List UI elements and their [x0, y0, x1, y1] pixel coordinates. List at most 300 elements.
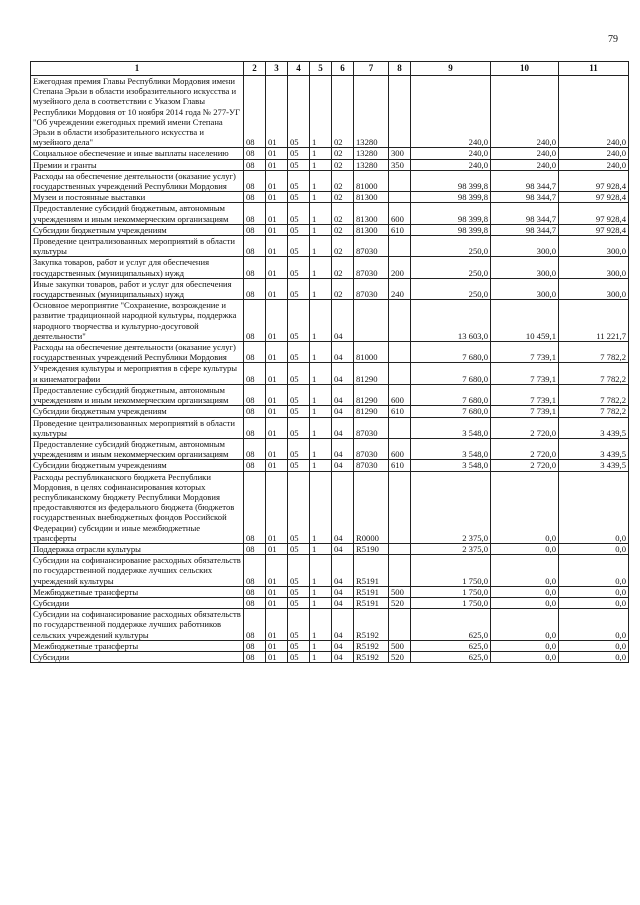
table-row [31, 471, 629, 543]
code-cell: 08 [244, 192, 266, 203]
code-cell [389, 555, 411, 587]
row-name-cell: Ежегодная премия Главы Республики Мордовия имени Степана Эрьзи в области изобразительного искусства и музейного дела в соответствии с Указом Главы Республики Мордовия от 10 ноября 2014 года № 277-УГ "Об учреждении ежегодных премий имени Степана Эрьзи в области изобразительного искусства и музейного дела" [31, 76, 244, 148]
amount-cell: 7 680,0 [411, 406, 491, 417]
code-cell: 08 [244, 342, 266, 363]
amount-cell: 240,0 [491, 148, 559, 159]
table-row [31, 159, 629, 170]
code-cell [389, 609, 411, 641]
code-cell: 04 [332, 640, 354, 651]
code-cell: R5191 [354, 586, 389, 597]
code-cell: 08 [244, 76, 266, 148]
code-cell: 13280 [354, 159, 389, 170]
code-cell: 08 [244, 640, 266, 651]
row-name-cell: Учреждения культуры и мероприятия в сфере культуры и кинематографии [31, 363, 244, 384]
amount-cell: 7 739,1 [491, 406, 559, 417]
col-header: 8 [389, 62, 411, 76]
code-cell: 08 [244, 257, 266, 278]
row-name-cell: Расходы на обеспечение деятельности (оказание услуг) государственных учреждений Республики Мордовия [31, 170, 244, 191]
amount-cell: 240,0 [411, 159, 491, 170]
table-row [31, 438, 629, 459]
code-cell: R5190 [354, 543, 389, 554]
code-cell: 05 [288, 586, 310, 597]
amount-cell: 13 603,0 [411, 300, 491, 342]
code-cell: 08 [244, 170, 266, 191]
table-row [31, 300, 629, 342]
code-cell: 81300 [354, 224, 389, 235]
code-cell: 05 [288, 597, 310, 608]
row-name-cell: Субсидии бюджетным учреждениям [31, 406, 244, 417]
code-cell: 87030 [354, 278, 389, 299]
code-cell: 01 [266, 159, 288, 170]
table-row [31, 76, 629, 148]
row-name-cell: Социальное обеспечение и иные выплаты населению [31, 148, 244, 159]
code-cell: 08 [244, 159, 266, 170]
code-cell: 08 [244, 586, 266, 597]
code-cell: 1 [310, 460, 332, 471]
col-header: 2 [244, 62, 266, 76]
amount-cell: 300,0 [559, 278, 629, 299]
amount-cell: 7 739,1 [491, 363, 559, 384]
table-row [31, 203, 629, 224]
amount-cell: 0,0 [559, 543, 629, 554]
code-cell: 05 [288, 192, 310, 203]
code-cell: 300 [389, 148, 411, 159]
code-cell: 01 [266, 342, 288, 363]
row-name-cell: Субсидии на софинансирование расходных обязательств по государственной поддержке лучших сельских учреждений культуры [31, 555, 244, 587]
code-cell: 04 [332, 363, 354, 384]
table-row [31, 384, 629, 405]
code-cell: 1 [310, 651, 332, 662]
code-cell: 05 [288, 555, 310, 587]
amount-cell: 7 739,1 [491, 342, 559, 363]
code-cell: 08 [244, 471, 266, 543]
code-cell: 1 [310, 363, 332, 384]
amount-cell: 98 399,8 [411, 224, 491, 235]
amount-cell: 300,0 [559, 257, 629, 278]
code-cell: 1 [310, 555, 332, 587]
amount-cell: 0,0 [491, 651, 559, 662]
amount-cell: 98 399,8 [411, 170, 491, 191]
table-row [31, 236, 629, 257]
code-cell: 87030 [354, 417, 389, 438]
amount-cell: 300,0 [491, 278, 559, 299]
amount-cell: 240,0 [491, 159, 559, 170]
amount-cell: 250,0 [411, 278, 491, 299]
row-name-cell: Субсидии [31, 597, 244, 608]
code-cell: R5192 [354, 640, 389, 651]
code-cell: 02 [332, 236, 354, 257]
row-name-cell: Расходы республиканского бюджета Республики Мордовия, в целях софинансирования которых республиканскому бюджету Республики Мордовия предоставляются из федерального бюджета (бюджетов государственных внебюджетных фондов Российской Федерации) субсидии и иные межбюджетные трансферты [31, 471, 244, 543]
amount-cell: 7 680,0 [411, 384, 491, 405]
table-row [31, 224, 629, 235]
code-cell: 01 [266, 192, 288, 203]
table-row [31, 363, 629, 384]
code-cell: 520 [389, 597, 411, 608]
amount-cell: 98 344,7 [491, 170, 559, 191]
amount-cell: 300,0 [559, 236, 629, 257]
amount-cell: 7 739,1 [491, 384, 559, 405]
code-cell: 1 [310, 586, 332, 597]
table-row [31, 555, 629, 587]
code-cell: 01 [266, 300, 288, 342]
code-cell: 1 [310, 76, 332, 148]
amount-cell: 7 680,0 [411, 342, 491, 363]
code-cell: 04 [332, 543, 354, 554]
code-cell: 05 [288, 224, 310, 235]
row-name-cell: Проведение централизованных мероприятий в области культуры [31, 417, 244, 438]
code-cell: 04 [332, 651, 354, 662]
amount-cell: 625,0 [411, 651, 491, 662]
code-cell: 05 [288, 609, 310, 641]
amount-cell: 7 680,0 [411, 363, 491, 384]
code-cell: 01 [266, 363, 288, 384]
code-cell: 08 [244, 438, 266, 459]
code-cell: 610 [389, 460, 411, 471]
code-cell [389, 543, 411, 554]
row-name-cell: Субсидии [31, 651, 244, 662]
col-header: 10 [491, 62, 559, 76]
code-cell: 350 [389, 159, 411, 170]
amount-cell: 7 782,2 [559, 406, 629, 417]
code-cell: 04 [332, 417, 354, 438]
code-cell: 05 [288, 76, 310, 148]
amount-cell: 97 928,4 [559, 203, 629, 224]
code-cell: 1 [310, 203, 332, 224]
code-cell: 05 [288, 460, 310, 471]
row-name-cell: Основное мероприятие "Сохранение, возрождение и развитие традиционной народной культуры, поддержка народного творчества и культурно-досуговой деятельности" [31, 300, 244, 342]
code-cell: 05 [288, 640, 310, 651]
col-header: 11 [559, 62, 629, 76]
row-name-cell: Музеи и постоянные выставки [31, 192, 244, 203]
code-cell: 04 [332, 384, 354, 405]
code-cell: R5192 [354, 651, 389, 662]
code-cell: 01 [266, 203, 288, 224]
amount-cell: 300,0 [491, 257, 559, 278]
amount-cell: 3 548,0 [411, 438, 491, 459]
code-cell: R5192 [354, 609, 389, 641]
table-row [31, 192, 629, 203]
col-header: 5 [310, 62, 332, 76]
amount-cell: 240,0 [411, 76, 491, 148]
code-cell: 02 [332, 192, 354, 203]
row-name-cell: Расходы на обеспечение деятельности (оказание услуг) государственных учреждений Республики Мордовия [31, 342, 244, 363]
amount-cell: 98 344,7 [491, 224, 559, 235]
row-name-cell: Премии и гранты [31, 159, 244, 170]
amount-cell: 3 548,0 [411, 460, 491, 471]
amount-cell: 300,0 [491, 236, 559, 257]
row-name-cell: Поддержка отрасли культуры [31, 543, 244, 554]
table-row [31, 417, 629, 438]
code-cell [389, 417, 411, 438]
amount-cell: 0,0 [491, 640, 559, 651]
col-header: 9 [411, 62, 491, 76]
code-cell [354, 300, 389, 342]
code-cell: 02 [332, 170, 354, 191]
row-name-cell: Проведение централизованных мероприятий в области культуры [31, 236, 244, 257]
code-cell: 600 [389, 438, 411, 459]
code-cell: 01 [266, 170, 288, 191]
amount-cell: 240,0 [559, 76, 629, 148]
code-cell: 02 [332, 203, 354, 224]
amount-cell: 97 928,4 [559, 192, 629, 203]
amount-cell: 0,0 [491, 543, 559, 554]
code-cell: 600 [389, 384, 411, 405]
amount-cell: 0,0 [491, 609, 559, 641]
code-cell: 08 [244, 148, 266, 159]
code-cell: 05 [288, 406, 310, 417]
row-name-cell: Субсидии на софинансирование расходных обязательств по государственной поддержке лучших работников сельских учреждений культуры [31, 609, 244, 641]
amount-cell: 3 439,5 [559, 417, 629, 438]
code-cell: 1 [310, 170, 332, 191]
code-cell: 01 [266, 148, 288, 159]
amount-cell: 0,0 [491, 555, 559, 587]
code-cell: 01 [266, 555, 288, 587]
col-header: 6 [332, 62, 354, 76]
table-row [31, 406, 629, 417]
code-cell: 08 [244, 555, 266, 587]
header-row [31, 62, 629, 76]
code-cell: 610 [389, 224, 411, 235]
row-name-cell: Иные закупки товаров, работ и услуг для обеспечения государственных (муниципальных) нужд [31, 278, 244, 299]
code-cell: 08 [244, 363, 266, 384]
code-cell: 08 [244, 417, 266, 438]
code-cell: 13280 [354, 76, 389, 148]
table-row [31, 170, 629, 191]
code-cell: 87030 [354, 257, 389, 278]
code-cell: 81000 [354, 170, 389, 191]
code-cell: 01 [266, 224, 288, 235]
amount-cell: 3 439,5 [559, 460, 629, 471]
code-cell: 1 [310, 224, 332, 235]
code-cell [389, 192, 411, 203]
code-cell: 08 [244, 224, 266, 235]
table-row [31, 543, 629, 554]
amount-cell: 0,0 [559, 586, 629, 597]
table-row [31, 597, 629, 608]
code-cell: 01 [266, 543, 288, 554]
row-name-cell: Межбюджетные трансферты [31, 640, 244, 651]
code-cell: 500 [389, 640, 411, 651]
code-cell: 05 [288, 363, 310, 384]
code-cell: 08 [244, 609, 266, 641]
code-cell: 610 [389, 406, 411, 417]
amount-cell: 0,0 [559, 640, 629, 651]
row-name-cell: Предоставление субсидий бюджетным, автономным учреждениям и иным некоммерческим организациям [31, 438, 244, 459]
code-cell: 08 [244, 384, 266, 405]
code-cell: 01 [266, 640, 288, 651]
amount-cell: 0,0 [559, 555, 629, 587]
page-number: 79 [608, 34, 618, 45]
code-cell: 1 [310, 384, 332, 405]
code-cell [389, 342, 411, 363]
code-cell: 08 [244, 543, 266, 554]
code-cell: 04 [332, 586, 354, 597]
table-row [31, 640, 629, 651]
code-cell: 01 [266, 406, 288, 417]
code-cell [389, 300, 411, 342]
table-row [31, 342, 629, 363]
code-cell: 01 [266, 586, 288, 597]
code-cell: 01 [266, 278, 288, 299]
table-row [31, 586, 629, 597]
row-name-cell: Предоставление субсидий бюджетным, автономным учреждениям и иным некоммерческим организациям [31, 203, 244, 224]
code-cell: 1 [310, 543, 332, 554]
code-cell: 81300 [354, 203, 389, 224]
code-cell: 13280 [354, 148, 389, 159]
row-name-cell: Субсидии бюджетным учреждениям [31, 460, 244, 471]
code-cell: 05 [288, 342, 310, 363]
code-cell: 05 [288, 278, 310, 299]
amount-cell: 97 928,4 [559, 224, 629, 235]
row-name-cell: Предоставление субсидий бюджетным, автономным учреждениям и иным некоммерческим организациям [31, 384, 244, 405]
table-row [31, 651, 629, 662]
code-cell: 08 [244, 300, 266, 342]
code-cell: 1 [310, 342, 332, 363]
amount-cell: 2 720,0 [491, 438, 559, 459]
code-cell: 1 [310, 597, 332, 608]
amount-cell: 2 375,0 [411, 543, 491, 554]
code-cell: 04 [332, 406, 354, 417]
code-cell: 240 [389, 278, 411, 299]
code-cell [389, 236, 411, 257]
code-cell: 02 [332, 224, 354, 235]
amount-cell: 0,0 [559, 651, 629, 662]
col-header: 3 [266, 62, 288, 76]
code-cell: 02 [332, 278, 354, 299]
code-cell: 87030 [354, 236, 389, 257]
amount-cell: 240,0 [491, 76, 559, 148]
amount-cell: 7 782,2 [559, 342, 629, 363]
row-name-cell: Межбюджетные трансферты [31, 586, 244, 597]
code-cell: 500 [389, 586, 411, 597]
code-cell: 200 [389, 257, 411, 278]
amount-cell: 1 750,0 [411, 586, 491, 597]
amount-cell: 0,0 [491, 586, 559, 597]
code-cell: 1 [310, 300, 332, 342]
code-cell: 81300 [354, 192, 389, 203]
code-cell: 04 [332, 609, 354, 641]
code-cell: 05 [288, 170, 310, 191]
code-cell: 1 [310, 148, 332, 159]
code-cell: 08 [244, 236, 266, 257]
code-cell: 05 [288, 257, 310, 278]
code-cell: 01 [266, 597, 288, 608]
code-cell: 08 [244, 203, 266, 224]
code-cell: 81290 [354, 384, 389, 405]
code-cell: 1 [310, 159, 332, 170]
code-cell: 05 [288, 236, 310, 257]
code-cell: 05 [288, 471, 310, 543]
code-cell: 87030 [354, 438, 389, 459]
amount-cell: 98 344,7 [491, 192, 559, 203]
table-row [31, 278, 629, 299]
code-cell: 81290 [354, 406, 389, 417]
code-cell: 05 [288, 159, 310, 170]
amount-cell: 98 344,7 [491, 203, 559, 224]
code-cell: 05 [288, 300, 310, 342]
code-cell: 81290 [354, 363, 389, 384]
code-cell: 01 [266, 471, 288, 543]
code-cell: 05 [288, 384, 310, 405]
amount-cell: 2 375,0 [411, 471, 491, 543]
amount-cell: 2 720,0 [491, 417, 559, 438]
code-cell [389, 363, 411, 384]
code-cell: 01 [266, 76, 288, 148]
code-cell: 1 [310, 278, 332, 299]
amount-cell: 0,0 [559, 471, 629, 543]
col-header: 1 [31, 62, 244, 76]
code-cell: 1 [310, 417, 332, 438]
code-cell: 01 [266, 438, 288, 459]
code-cell: 04 [332, 597, 354, 608]
code-cell: 600 [389, 203, 411, 224]
col-header: 4 [288, 62, 310, 76]
amount-cell: 0,0 [559, 609, 629, 641]
code-cell: 02 [332, 76, 354, 148]
code-cell: 01 [266, 651, 288, 662]
code-cell: 05 [288, 148, 310, 159]
table-row [31, 257, 629, 278]
budget-table [30, 61, 629, 663]
code-cell: 02 [332, 148, 354, 159]
code-cell: 05 [288, 417, 310, 438]
amount-cell: 240,0 [411, 148, 491, 159]
amount-cell: 97 928,4 [559, 170, 629, 191]
code-cell: 01 [266, 417, 288, 438]
code-cell: 1 [310, 640, 332, 651]
code-cell: 04 [332, 342, 354, 363]
amount-cell: 1 750,0 [411, 555, 491, 587]
code-cell: 05 [288, 543, 310, 554]
row-name-cell: Закупка товаров, работ и услуг для обеспечения государственных (муниципальных) нужд [31, 257, 244, 278]
code-cell: 01 [266, 460, 288, 471]
amount-cell: 98 399,8 [411, 192, 491, 203]
amount-cell: 7 782,2 [559, 363, 629, 384]
code-cell: 01 [266, 384, 288, 405]
code-cell: 1 [310, 406, 332, 417]
code-cell: 02 [332, 257, 354, 278]
code-cell: 04 [332, 438, 354, 459]
amount-cell: 250,0 [411, 257, 491, 278]
amount-cell: 240,0 [559, 148, 629, 159]
code-cell: 04 [332, 460, 354, 471]
code-cell: 01 [266, 236, 288, 257]
code-cell: R5191 [354, 555, 389, 587]
amount-cell: 240,0 [559, 159, 629, 170]
code-cell: 05 [288, 438, 310, 459]
col-header: 7 [354, 62, 389, 76]
amount-cell: 250,0 [411, 236, 491, 257]
code-cell: R5191 [354, 597, 389, 608]
code-cell: 05 [288, 651, 310, 662]
code-cell: 01 [266, 609, 288, 641]
code-cell: 01 [266, 257, 288, 278]
code-cell: 02 [332, 159, 354, 170]
code-cell: R0000 [354, 471, 389, 543]
code-cell: 1 [310, 192, 332, 203]
code-cell [389, 471, 411, 543]
amount-cell: 3 439,5 [559, 438, 629, 459]
code-cell: 04 [332, 471, 354, 543]
code-cell: 1 [310, 471, 332, 543]
code-cell: 1 [310, 257, 332, 278]
amount-cell: 2 720,0 [491, 460, 559, 471]
amount-cell: 7 782,2 [559, 384, 629, 405]
amount-cell: 0,0 [491, 597, 559, 608]
code-cell: 1 [310, 609, 332, 641]
code-cell: 08 [244, 406, 266, 417]
table-row [31, 460, 629, 471]
